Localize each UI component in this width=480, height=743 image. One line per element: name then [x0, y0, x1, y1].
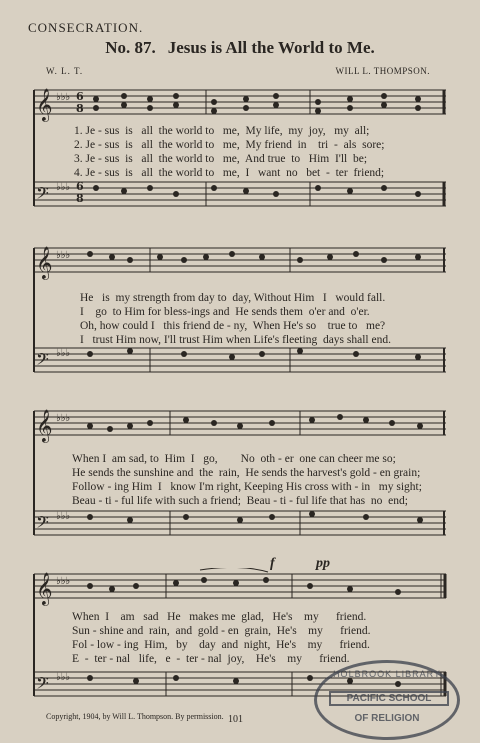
verse-line: Follow - ing Him I know I'm right, Keeping His cross with - in my sight;: [72, 481, 422, 493]
verse-line: Beau - ti - ful life with such a friend; Beau - ti - ful life that has no end;: [72, 495, 408, 507]
dynamic-pianissimo: pp: [316, 556, 330, 571]
svg-text:𝄞: 𝄞: [36, 88, 53, 121]
verse-line: 1. Je - sus is all the world to me, My life, my joy, my all;: [74, 125, 370, 137]
svg-text:8: 8: [76, 192, 84, 205]
section-heading: CONSECRATION.: [28, 20, 144, 35]
verse-line: He is my strength from day to day, Without Him I would fall.: [80, 292, 386, 304]
verse-line: He sends the sunshine and the rain, He sends the harvest's gold - en grain;: [72, 467, 421, 479]
svg-text:6: 6: [76, 180, 84, 193]
verse-line: I trust Him now, I'll trust Him when Life's fleeting days shall end.: [80, 334, 391, 346]
page-number: 101: [228, 714, 243, 725]
verse-line: Oh, how could I this friend de - ny, When He's so true to me?: [80, 320, 386, 332]
svg-text:♭♭♭: ♭♭♭: [56, 672, 71, 683]
svg-text:𝄞: 𝄞: [36, 409, 53, 442]
svg-text:𝄞: 𝄞: [36, 246, 53, 279]
verse-line: Sun - shine and rain, and gold - en grain, He's my friend.: [72, 625, 371, 637]
verse-line: I go to Him for bless-ings and He sends them o'er and o'er.: [80, 306, 370, 318]
svg-text:𝄢: 𝄢: [36, 349, 49, 373]
composer-name: WILL L. THOMPSON.: [335, 66, 430, 76]
svg-text:♭♭♭: ♭♭♭: [56, 413, 71, 424]
stamp-line-2: PACIFIC SCHOOL: [329, 691, 449, 706]
hymn-number: No. 87.: [105, 38, 156, 57]
verse-line: 2. Je - sus is all the world to me, My friend in tri - als sore;: [74, 139, 385, 151]
hymn-title-line: [0, 38, 480, 58]
copyright-notice: Copyright, 1904, by Will L. Thompson. By permission.: [46, 712, 224, 721]
verse-line: 4. Je - sus is all the world to me, I want no bet - ter friend;: [74, 167, 385, 179]
verse-line: E - ter - nal life, e - ter - nal joy, He's my friend.: [72, 653, 350, 665]
svg-text:♭♭♭: ♭♭♭: [56, 250, 71, 261]
svg-text:♭♭♭: ♭♭♭: [56, 511, 71, 522]
verse-line: Fol - low - ing Him, by day and night, He's my friend.: [72, 639, 370, 651]
library-stamp: [314, 660, 460, 740]
svg-text:𝄢: 𝄢: [36, 673, 49, 697]
svg-text:♭♭♭: ♭♭♭: [56, 182, 71, 193]
stamp-line-3: OF RELIGION: [354, 713, 420, 724]
svg-text:♭♭♭: ♭♭♭: [56, 348, 71, 359]
verse-line: When I am sad He makes me glad, He's my friend.: [72, 611, 367, 623]
svg-text:♭♭♭: ♭♭♭: [56, 92, 71, 103]
svg-text:♭♭♭: ♭♭♭: [56, 576, 71, 587]
svg-text:𝄢: 𝄢: [36, 183, 49, 207]
svg-text:6: 6: [76, 90, 84, 103]
svg-text:𝄞: 𝄞: [36, 572, 53, 605]
svg-text:𝄢: 𝄢: [36, 512, 49, 536]
hymn-title: Jesus is All the World to Me.: [167, 38, 375, 57]
svg-text:8: 8: [76, 102, 84, 115]
verse-line: 3. Je - sus is all the world to me, And true to Him I'll be;: [74, 153, 368, 165]
stamp-line-1: HOLBROOK LIBRARY: [333, 669, 441, 679]
dynamic-forte: f: [270, 556, 275, 571]
author-initials: W. L. T.: [46, 66, 84, 76]
verse-line: When I am sad, to Him I go, No oth - er one can cheer me so;: [72, 453, 396, 465]
